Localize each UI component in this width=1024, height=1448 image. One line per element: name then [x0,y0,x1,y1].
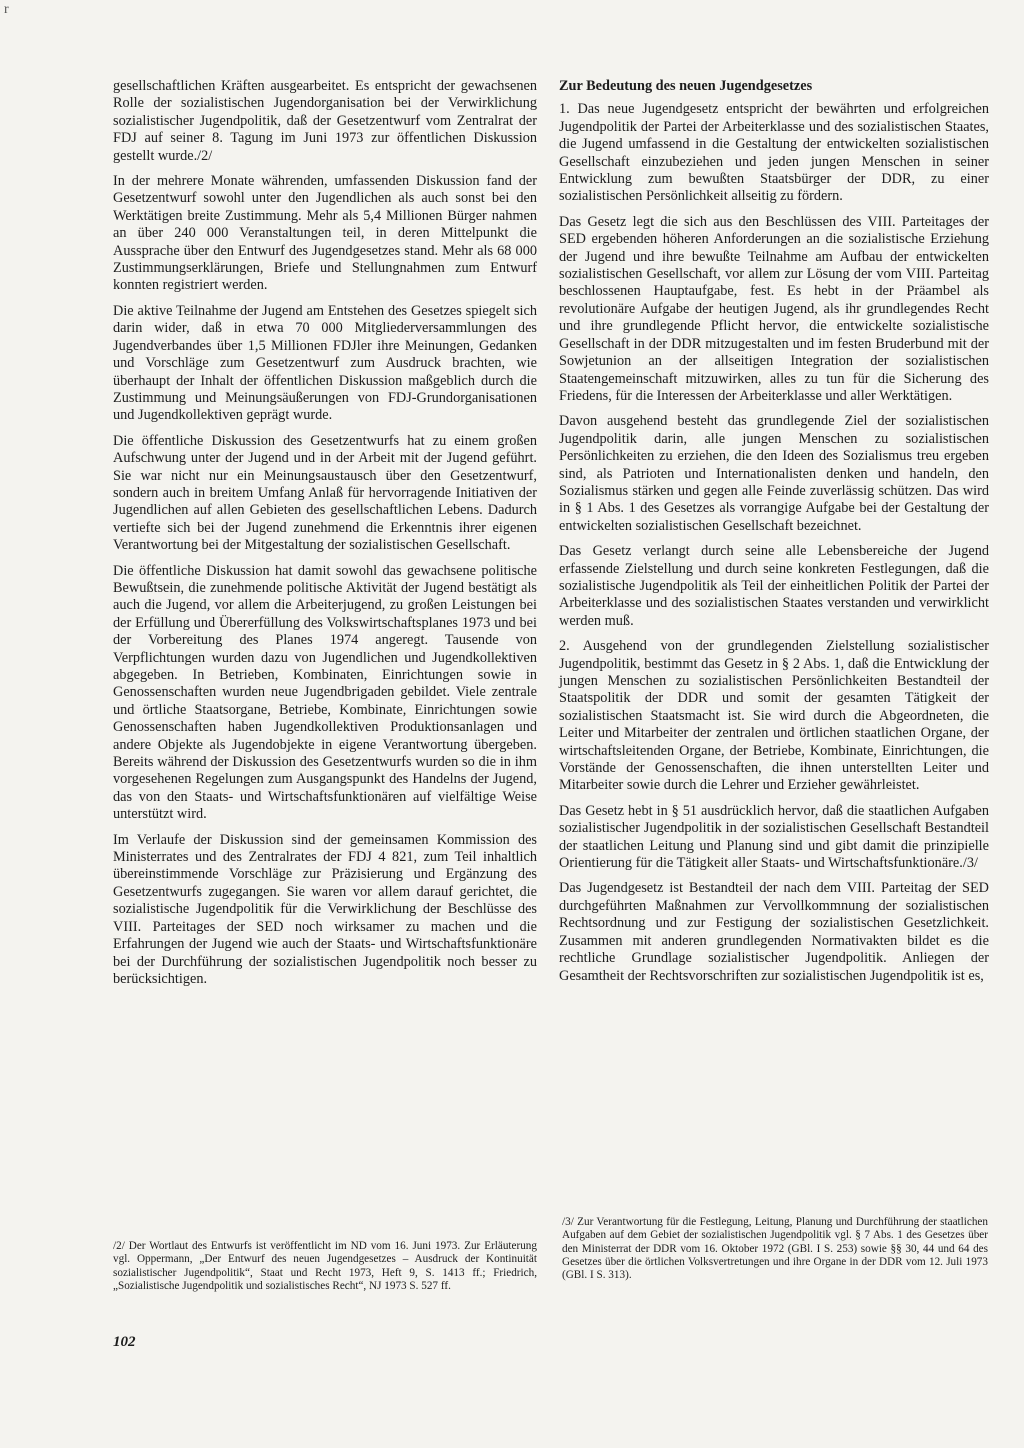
paragraph: 1. Das neue Jugendgesetz entspricht der bewährten und erfolgreichen Jugendpolitik der Partei der Arbeiterklasse und des sozialistischen Staates, die Jugend umfassend in die Gestaltung der entwickelten sozialistischen Gesellschaft einzubeziehen und jeden jungen Menschen in seiner Entwicklung zum bewußten Staatsbürger der DDR, zu einer sozialistischen Persönlichkeit allseitig zu fördern. [559,101,989,205]
section-heading: Zur Bedeutung des neuen Jugendgesetzes [559,78,813,94]
paragraph: Das Gesetz hebt in § 51 ausdrücklich hervor, daß die staatlichen Aufgaben sozialistischer Jugendpolitik in der sozialistischen Gesellschaft Bestandteil der staatlichen Leitung und Planung sind und gibt damit die prinzipielle Orientierung für die Tätigkeit aller Staats- und Wirtschaftsfunktionäre./3/ [559,802,989,872]
right-column [559,78,989,993]
paragraph: Das Gesetz legt die sich aus den Beschlüssen des VIII. Parteitages der SED ergebenden höheren Anforderungen an die sozialistische Erziehung der Jugend und ihre bewußte Teilnahme am Aufbau der entwickelten sozialistischen Gesellschaft, vor allem zur Lösung der vom VIII. Parteitag beschlossenen Hauptaufgabe, fest. Es hebt in der Präambel als revolutionäre Aufgabe der heutigen Jugend, als ihr grundlegendes Recht und ihre grundlegende Pflicht hervor, die entwickelte sozialistische Gesellschaft in der DDR mitzugestalten und im festen Bruderbund mit der Sowjetunion an der allseitigen Integration der sozialistischen Staatengemeinschaft mitzuwirken, alles zu tun für die Sicherung des Friedens, für die Interessen der Arbeiterklasse und aller Werktätigen. [559,213,989,404]
paragraph: Die öffentliche Diskussion hat damit sowohl das gewachsene politische Bewußtsein, die zunehmende politische Aktivität der Jugend bestätigt als auch die Jugend, vor allem die Arbeiterjugend, zu großen Leistungen bei der Erfüllung und Übererfüllung des Volkswirtschaftsplanes 1973 und bei der Vorbereitung des Planes 1974 angeregt. Tausende von Verpflichtungen wurden dazu von Jugendlichen und Jugendkollektiven abgegeben. In Betrieben, Kombinaten, Einrichtungen sowie in Genossenschaften wurden neue Jugendbrigaden gebildet. Viele zentrale und örtliche Staatsorgane, Betriebe, Kombinate, Einrichtungen sowie Genossenschaften haben Jugendkollektiven Produktionsanlagen und andere Objekte als Jugendobjekte in eigene Verantwortung übergeben. Bereits während der Diskussion des Gesetzentwurfs wurden so die in ihm vorgesehenen Regelungen zum Ausgangspunkt des Handelns der Jugend, das von den Staats- und Wirtschaftsfunktionären auf vielfältige Weise unterstützt wird. [113,562,537,823]
paragraph: Das Jugendgesetz ist Bestandteil der nach dem VIII. Parteitag der SED durchgeführten Maßnahmen zur Vervollkommnung der sozialistischen Rechtsordnung und zur Festigung der sozialistischen Gesetzlichkeit. Zusammen mit anderen grundlegenden Normativakten bildet es die rechtliche Grundlage sozialistischer Jugendpolitik. Anliegen der Gesamtheit der Rechtsvorschriften zur sozialistischen Jugendpolitik ist es, [559,880,989,984]
paragraph: Im Verlaufe der Diskussion sind der gemeinsamen Kommission des Ministerrates und des Zentralrates der FDJ 4 821, zum Teil inhaltlich übereinstimmende Vorschläge zur Präzisierung und Ergänzung des Gesetzentwurfs zugegangen. Sie waren vor allem darauf gerichtet, die sozialistische Jugendpolitik für die Verwirklichung der Beschlüsse des VIII. Parteitages der SED noch wirksamer zu machen und die Erfahrungen der Jugend wie auch der Staats- und Wirtschaftsfunktionäre bei der Durchführung der sozialistischen Jugendpolitik noch besser zu berücksichtigen. [113,831,537,987]
paragraph: Davon ausgehend besteht das grundlegende Ziel der sozialistischen Jugendpolitik darin, alle jungen Menschen zu sozialistischen Persönlichkeiten zu erziehen, die den Ideen des Sozialismus treu ergeben sind, als Patrioten und Internationalisten denken und handeln, den Sozialismus stärken und gegen alle Feinde zuverlässig schützen. Das wird in § 1 Abs. 1 des Gesetzes als vorrangige Aufgabe bei der Gestaltung der entwickelten sozialistischen Gesellschaft bezeichnet. [559,413,989,534]
paragraph: 2. Ausgehend von der grundlegenden Zielstellung sozialistischer Jugendpolitik, bestimmt das Gesetz in § 2 Abs. 1, daß die Entwicklung der jungen Menschen zu sozialistischen Persönlichkeiten Bestandteil der Staatspolitik der DDR und somit der gesamten Tätigkeit der sozialistischen Staatsmacht ist. Sie wird durch die Abgeordneten, die Leiter und Mitarbeiter der zentralen und örtlichen staatlichen Organe, der wirtschaftsleitenden Organe, der Betriebe, Kombinate, Einrichtungen, die Vorstände der Genossenschaften, die ihnen unterstellten Leiter und Mitarbeiter sowie durch die Lehrer und Erzieher gewährleistet. [559,638,989,794]
footnote-3: /3/ Zur Verantwortung für die Festlegung, Leitung, Planung und Durchführung der staatlichen Aufgaben auf dem Gebiet der sozialistischen Jugendpolitik vgl. § 7 Abs. 1 des Gesetzes über den Ministerrat der DDR vom 16. Oktober 1972 (GBl. I S. 253) sowie §§ 30, 44 und 64 des Gesetzes über die örtlichen Volksvertretungen und ihre Organe in der DDR vom 12. Juli 1973 (GBl. I S. 313). [562,1216,988,1282]
paragraph: Das Gesetz verlangt durch seine alle Lebensbereiche der Jugend erfassende Zielstellung und durch seine konkreten Festlegungen, daß die sozialistische Jugendpolitik als Teil der einheitlichen Politik der Partei der Arbeiterklasse und des sozialistischen Staates verstanden und verwirklicht werden muß. [559,543,989,629]
paragraph: gesellschaftlichen Kräften ausgearbeitet. Es entspricht der gewachsenen Rolle der sozialistischen Jugendorganisation bei der Verwirklichung sozialistischer Jugendpolitik, daß der Gesetzentwurf vom Zentralrat der FDJ auf seiner 8. Tagung im Juni 1973 zur öffentlichen Diskussion gestellt wurde./2/ [113,78,537,164]
page-number: 102 [113,1334,136,1350]
paragraph: Die aktive Teilnahme der Jugend am Entstehen des Gesetzes spiegelt sich darin wider, daß in etwa 70 000 Mitgliederversammlungen des Jugendverbandes über 1,5 Millionen FDJler ihre Meinungen, Gedanken und Vorschläge zum Gesetzentwurf zum Ausdruck brachten, wie überhaupt der Inhalt der öffentlichen Diskussion maßgeblich durch die Zustimmung und Meinungsäußerungen von FDJ-Grundorganisationen und Jugendkollektiven geprägt wurde. [113,302,537,424]
left-column [113,78,537,996]
paragraph: In der mehrere Monate währenden, umfassenden Diskussion fand der Gesetzentwurf sowohl unter den Jugendlichen als auch sonst bei den Werktätigen breite Zustimmung. Mehr als 5,4 Millionen Bürger nahmen an über 240 000 Veranstaltungen teil, in deren Mittelpunkt die Aussprache über den Entwurf des Jugendgesetzes stand. Mehr als 68 000 Zustimmungserklärungen, Briefe und Stellungnahmen zum Entwurf konnten registriert werden. [113,173,537,294]
paragraph: Die öffentliche Diskussion des Gesetzentwurfs hat zu einem großen Aufschwung unter der Jugend und in der Arbeit mit der Jugend geführt. Sie war nicht nur ein Meinungsaustausch über den Gesetzentwurf, sondern auch in breitem Umfang Anlaß für hervorragende Initiativen der Jugendlichen auf allen Gebieten des gesellschaftlichen Lebens. Dadurch vertiefte sich bei der Jugend zunehmend die Erkenntnis ihrer eigenen Verantwortung bei der Mitgestaltung der sozialistischen Gesellschaft. [113,432,537,554]
footnote-2: /2/ Der Wortlaut des Entwurfs ist veröffentlicht im ND vom 16. Juni 1973. Zur Erläuterung vgl. Oppermann, „Der Entwurf des neuen Jugendgesetzes – Ausdruck der Kontinuität sozialistischer Jugendpolitik“, Staat und Recht 1973, Heft 9, S. 1413 ff.; Friedrich, „Sozialistische Jugendpolitik und sozialistisches Recht“, NJ 1973 S. 527 ff. [113,1240,537,1292]
corner-mark: r [4,2,9,17]
